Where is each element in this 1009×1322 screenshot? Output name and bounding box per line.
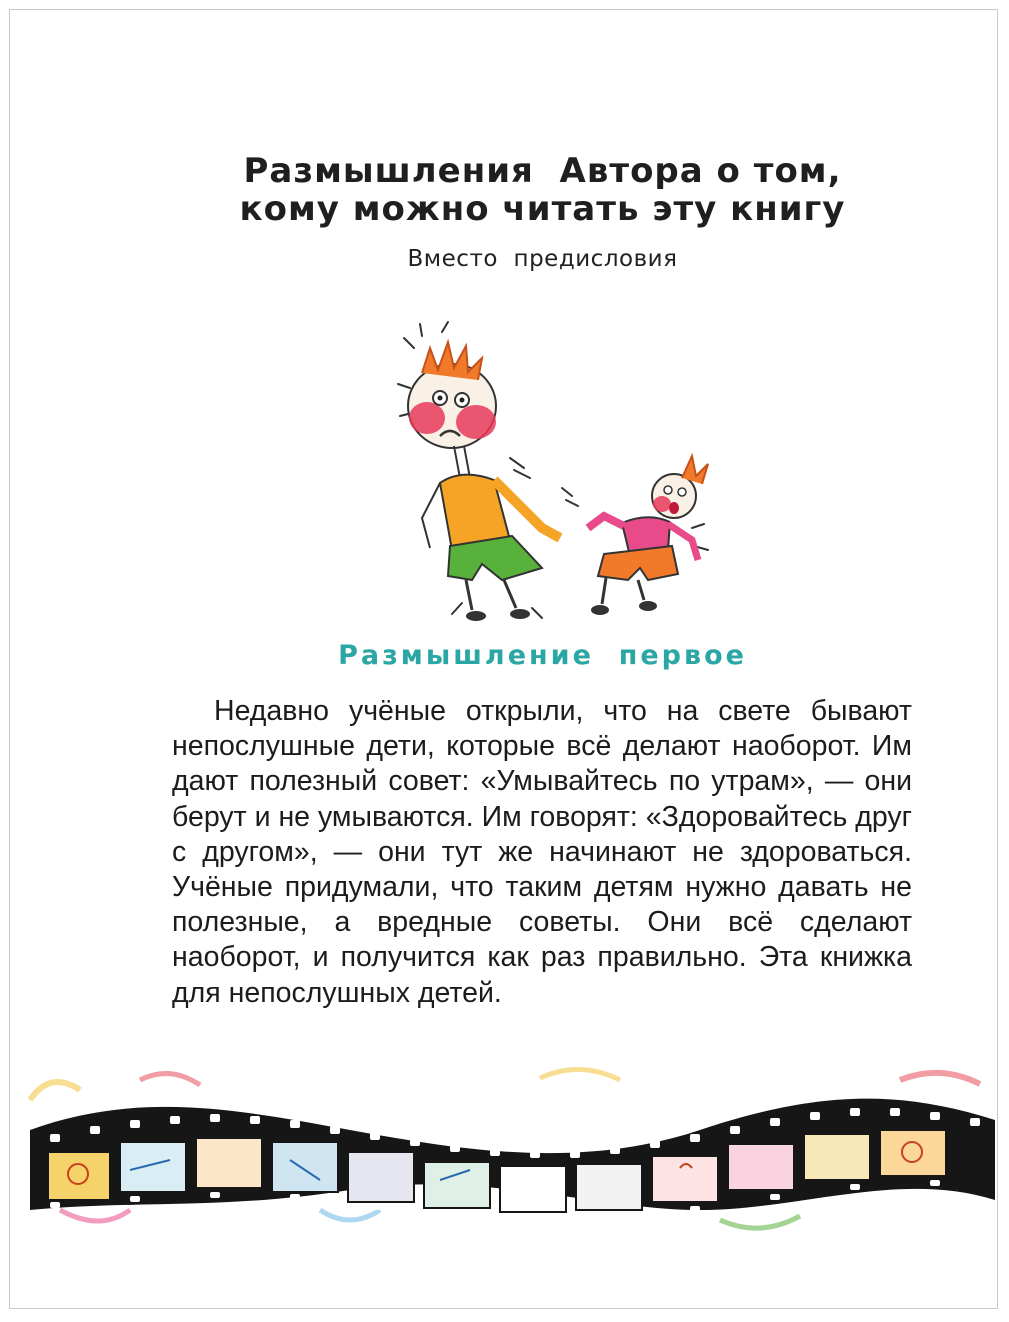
body-paragraph: Недавно учёные открыли, что на свете бывают непослушные дети, которые всё делают наоборот. Им дают полезный совет: «Умывайтесь по утрам», — они берут и не умываются. Им говорят: «Здоровайтесь друг с другом», — они тут же начинают не здороваться. Учёные придумали, что таким детям нужно давать не полезные, а вредные советы. Они всё сделают наоборот, и получится как раз правильно. Эта книжка для непослушных детей. (172, 695, 913, 1009)
page-title-line-1: Размышления Автора о том, (243, 151, 842, 191)
page-subtitle: Вместо предисловия (407, 246, 678, 272)
two-running-boys-illustration (392, 318, 724, 628)
page-title (0, 152, 1009, 228)
page-title-line-2: кому можно читать эту книгу (239, 189, 846, 229)
film-strip-illustration (20, 1060, 1002, 1240)
section-heading: Размышление первое (338, 640, 747, 671)
